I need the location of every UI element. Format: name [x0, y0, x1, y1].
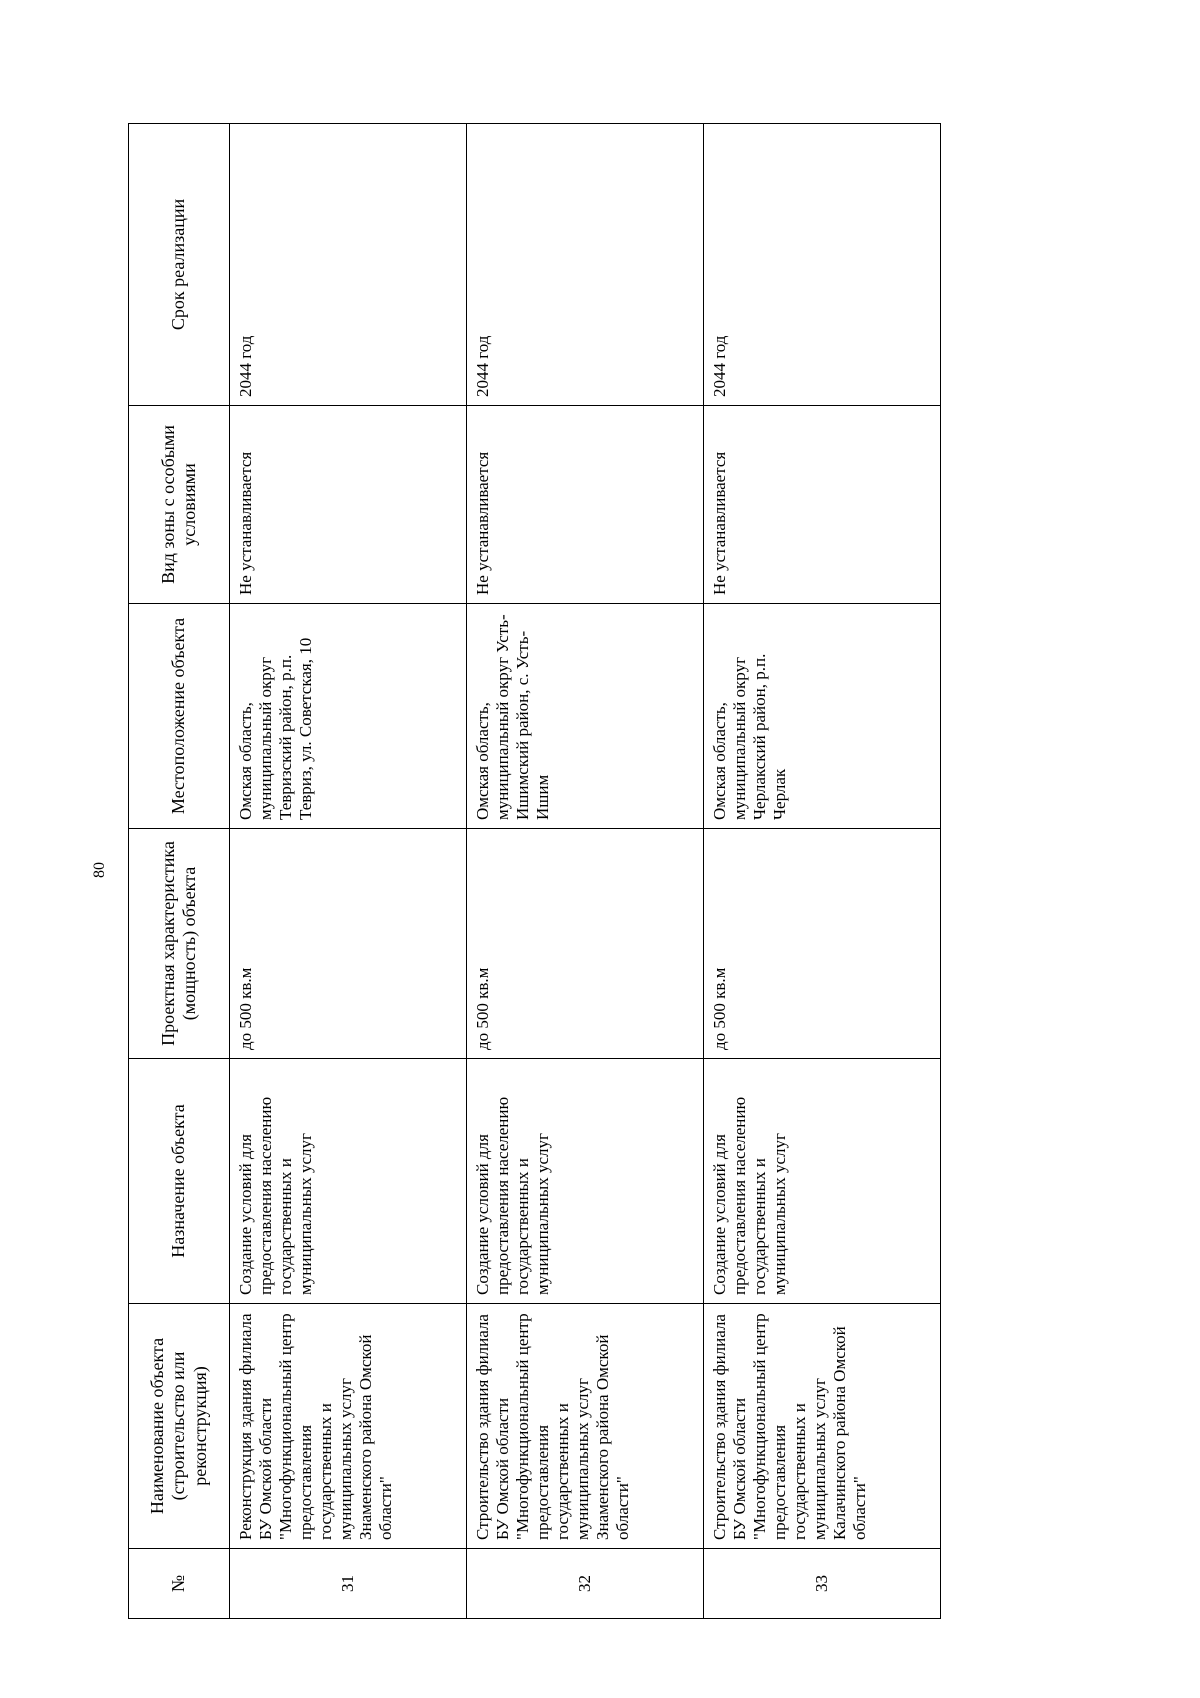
cell-location: Омская область, муниципальный округ Черлакский район, р.п. Черлак	[704, 604, 941, 829]
cell-zone-type: Не устанавливается	[704, 406, 941, 604]
cell-purpose: Создание условий для предоставления населению государственных и муниципальных услуг	[230, 1059, 467, 1304]
cell-term: 2044 год	[230, 124, 467, 406]
cell-term: 2044 год	[467, 124, 704, 406]
cell-capacity: до 500 кв.м	[704, 829, 941, 1059]
cell-zone-type: Не устанавливается	[230, 406, 467, 604]
cell-number: 32	[467, 1549, 704, 1619]
cell-number: 31	[230, 1549, 467, 1619]
cell-capacity: до 500 кв.м	[230, 829, 467, 1059]
header-location: Местоположение объекта	[129, 604, 230, 829]
header-purpose: Назначение объекта	[129, 1059, 230, 1304]
table-row	[467, 124, 704, 1619]
header-term: Срок реализации	[129, 124, 230, 406]
table-container	[128, 124, 941, 1619]
cell-zone-type: Не устанавливается	[467, 406, 704, 604]
cell-capacity: до 500 кв.м	[467, 829, 704, 1059]
page-number: 80	[91, 862, 108, 878]
cell-purpose: Создание условий для предоставления населению государственных и муниципальных услуг	[704, 1059, 941, 1304]
table-header-row	[129, 124, 230, 1619]
header-zone-type: Вид зоны с особыми условиями	[129, 406, 230, 604]
cell-object-name: Строительство здания филиала БУ Омской области "Многофункциональный центр предоставления государственных и муниципальных услуг Знаменского района Омской области"	[467, 1304, 704, 1549]
header-object-name: Наименование объекта (строительство или реконструкция)	[129, 1304, 230, 1549]
header-capacity: Проектная характеристика (мощность) объекта	[129, 829, 230, 1059]
cell-object-name: Строительство здания филиала БУ Омской области "Многофункциональный центр предоставления государственных и муниципальных услуг Калачинского района Омской области"	[704, 1304, 941, 1549]
table-row	[230, 124, 467, 1619]
header-number: №	[129, 1549, 230, 1619]
table-row	[704, 124, 941, 1619]
cell-number: 33	[704, 1549, 941, 1619]
cell-object-name: Реконструкция здания филиала БУ Омской области "Многофункциональный центр предоставления государственных и муниципальных услуг Знаменского района Омской области"	[230, 1304, 467, 1549]
cell-location: Омская область, муниципальный округ Усть-Ишимский район, с. Усть-Ишим	[467, 604, 704, 829]
cell-term: 2044 год	[704, 124, 941, 406]
cell-purpose: Создание условий для предоставления населению государственных и муниципальных услуг	[467, 1059, 704, 1304]
cell-location: Омская область, муниципальный округ Тевризский район, р.п. Тевриз, ул. Советская, 10	[230, 604, 467, 829]
object-table	[128, 123, 941, 1619]
